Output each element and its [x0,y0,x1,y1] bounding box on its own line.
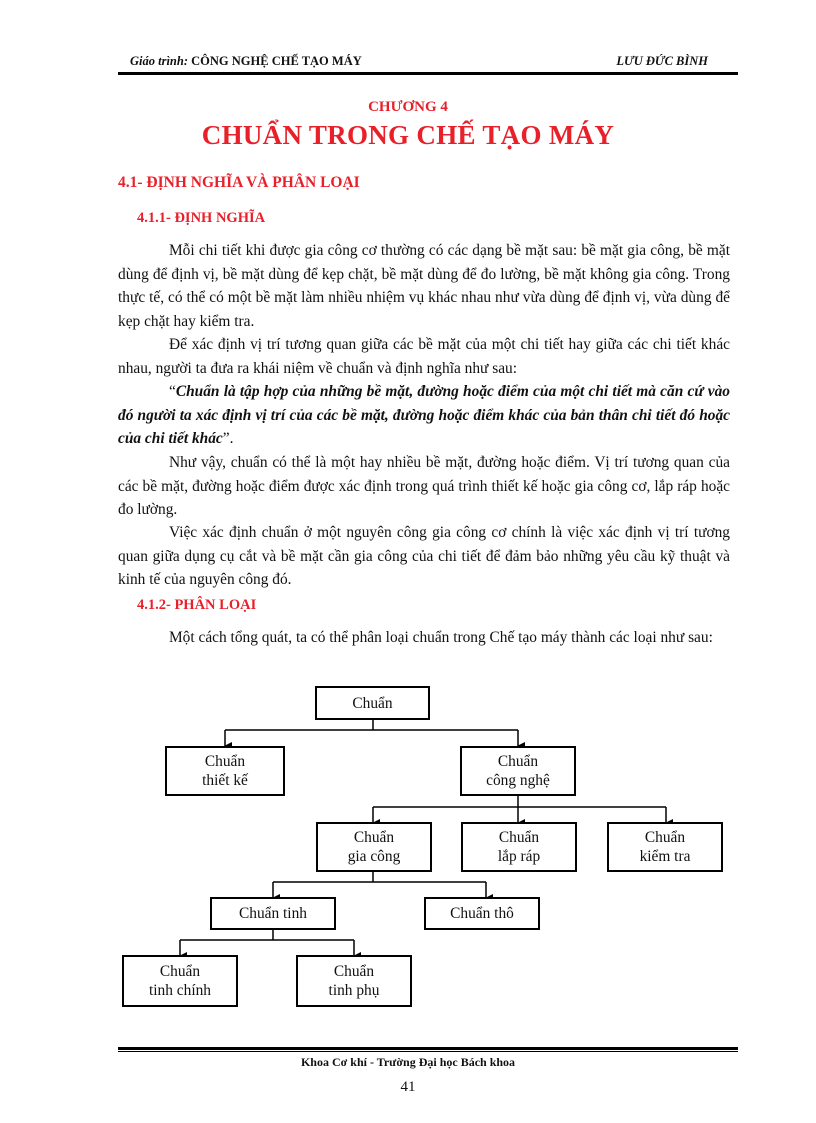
node-design-line2: thiết kế [202,772,248,789]
paragraph-surfaces: Mỗi chi tiết khi được gia công cơ thường có các dạng bề mặt sau: bề mặt gia công, bề mặt dùng để định vị, bề mặt dùng để kẹp chặt, bề mặt dùng để đo lường, bề mặt không gia công. Trong thực tế, có thể có một bề mặt làm nhiều nhiệm vụ khác nhau như vừa dùng để định vị, vừa dùng để kẹp chặt hay kiểm tra. [118,242,730,330]
subsection-definition: 4.1.1- ĐỊNH NGHĨA [137,210,266,226]
header-course-label: Giáo trình: [130,54,189,68]
node-fine-aux-datum [296,955,412,1007]
node-fine-aux-line2: tinh phụ [328,982,380,999]
header-course-title: CÔNG NGHỆ CHẾ TẠO MÁY [191,54,362,68]
section-heading: 4.1- ĐỊNH NGHĨA VÀ PHÂN LOẠI [118,174,360,191]
node-fine-main-datum [122,955,238,1007]
quote-open: “ [169,383,176,400]
page-number: 41 [400,1079,416,1095]
node-assembly-line2: lắp ráp [497,848,541,865]
node-technology-datum [460,746,576,796]
node-tech-line1: Chuẩn [497,753,539,770]
node-root [315,686,430,720]
node-design-datum [165,746,285,796]
node-root-label: Chuẩn [352,694,393,712]
paragraph-intro-definition: Để xác định vị trí tương quan giữa các bề mặt của một chi tiết hay giữa các chi tiết khác nhau, người ta đưa ra khái niệm về chuẩn và định nghĩa như sau: [118,336,730,377]
footer-rule-thin [118,1051,738,1052]
header-author: LƯU ĐỨC BÌNH [616,54,708,68]
subsection-classification: 4.1.2- PHÂN LOẠI [137,597,257,613]
node-inspection-datum [607,822,723,872]
quote-close: ”. [222,430,234,447]
footer-faculty: Khoa Cơ khí - Trường Đại học Bách khoa [300,1055,516,1069]
paragraph-position: Như vậy, chuẩn có thể là một hay nhiều bề mặt, đường hoặc điểm. Vị trí tương quan của các bề mặt, đường hoặc điểm được xác định trong quá trình thiết kế hoặc gia công cơ, lắp ráp hoặc đo lường. [118,454,730,518]
node-inspection-line2: kiểm tra [639,848,691,865]
node-machining-line1: Chuẩn [353,829,395,846]
node-inspection-line1: Chuẩn [644,829,686,846]
node-fine-main-line1: Chuẩn [159,963,201,980]
node-fine-datum [210,897,336,930]
chapter-title: CHUẨN TRONG CHẾ TẠO MÁY [201,120,615,150]
node-design-line1: Chuẩn [204,753,246,770]
paragraph-operation: Việc xác định chuẩn ở một nguyên công gia công cơ chính là việc xác định vị trí tương quan giữa dụng cụ cắt và bề mặt cần gia công của chi tiết để đảm bảo những yêu cầu kỹ thuật và kinh tế của nguyên công đó. [118,524,730,588]
node-rough-datum [424,897,540,930]
node-fine-main-line2: tinh chính [149,982,211,999]
footer-rule [118,1047,738,1050]
node-assembly-line1: Chuẩn [498,829,540,846]
node-fine-aux-line1: Chuẩn [333,963,375,980]
chapter-number: CHƯƠNG 4 [368,99,448,115]
node-fine-label: Chuẩn tinh [239,905,307,922]
definition-text: Chuẩn là tập hợp của những bề mặt, đường hoặc điểm của một chi tiết mà căn cứ vào đó người ta xác định vị trí của các bề mặt, đường hoặc điểm khác của bản thân chi tiết đó hoặc của chi tiết khác [118,383,730,447]
node-machining-line2: gia công [347,848,401,865]
paragraph-classification: Một cách tổng quát, ta có thể phân loại chuẩn trong Chế tạo máy thành các loại như sau: [169,629,713,646]
node-assembly-datum [461,822,577,872]
node-machining-datum [316,822,432,872]
node-rough-label: Chuẩn thô [450,905,514,922]
node-tech-line2: công nghệ [486,772,550,789]
